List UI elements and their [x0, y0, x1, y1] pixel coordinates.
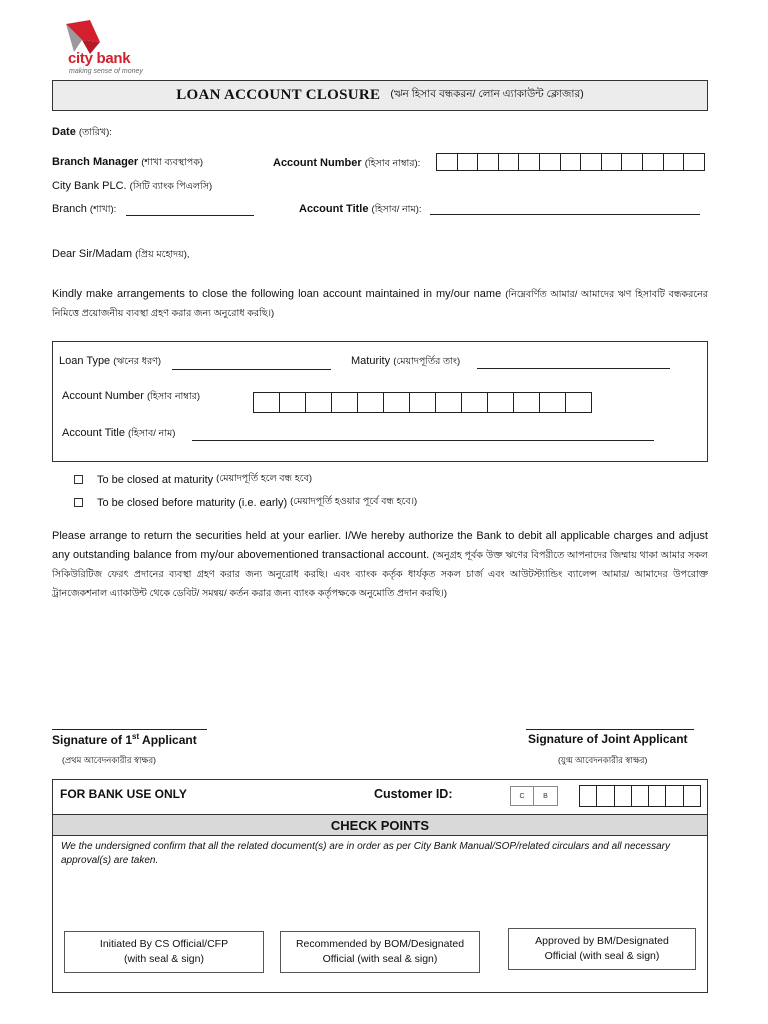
form-title: LOAN ACCOUNT CLOSURE: [176, 87, 381, 103]
loan-account-number-boxes[interactable]: [253, 392, 592, 413]
loan-account-number-label-bengali: (হিসাব নাম্বার): [147, 391, 200, 402]
customer-id-prefix-c: C: [510, 786, 534, 806]
loan-account-title-label-row: [62, 427, 175, 442]
salutation-bengali: (প্রিয় মহোদয়),: [135, 249, 190, 260]
account-title-label-bengali: (হিসাব/ নাম):: [371, 204, 422, 215]
authorization-text: Please arrange to return the securities held at your earlier. I/We hereby authorize the Bank to debit all applicable charges and adjust any outstanding balance from my/our abovementioned transactional account.: [52, 530, 708, 561]
branch-input-line[interactable]: [126, 215, 254, 216]
authorization-paragraph: [52, 527, 708, 603]
closure-option-maturity-label: To be closed at maturity: [97, 473, 214, 486]
date-label-bengali: (তারিখ):: [78, 127, 112, 138]
loan-account-number-label-row: [62, 390, 200, 405]
bank-use-box: [52, 779, 708, 993]
recommended-by-line2: Official (with seal & sign): [322, 953, 438, 965]
branch-manager-label: Branch Manager: [52, 156, 139, 168]
maturity-label: Maturity: [351, 355, 391, 367]
bank-use-heading: FOR BANK USE ONLY: [60, 787, 187, 801]
form-title-bengali: (ঋন হিসাব বন্ধকরন/ লোন এ্যাকাউন্ট ক্লোজার): [390, 88, 584, 100]
recommended-by-box[interactable]: [280, 931, 480, 973]
city-bank-logo: [52, 18, 162, 78]
approved-by-line1: Approved by BM/Designated: [535, 935, 669, 947]
joint-applicant-signature-line[interactable]: [526, 729, 694, 730]
customer-id-prefix-b: B: [534, 786, 558, 806]
account-title-input-line[interactable]: [430, 214, 700, 215]
city-bank-label-bengali: (সিটি ব্যাংক পিএলসি): [129, 181, 213, 192]
loan-account-title-label: Account Title: [62, 427, 125, 439]
closure-option-maturity[interactable]: [74, 472, 312, 487]
checkbox-icon[interactable]: [74, 498, 83, 507]
loan-account-number-label: Account Number: [62, 390, 144, 402]
loan-details-box: [52, 341, 708, 462]
loan-type-label-bengali: (ঋনের ধরণ): [113, 356, 162, 367]
city-bank-label-row: [52, 180, 212, 195]
bank-confirmation-text: We the undersigned confirm that all the related document(s) are in order as per City Bank Manual/SOP/related circulars and all necessary approval(s) are taken.: [61, 841, 671, 866]
loan-type-input-line[interactable]: [172, 369, 331, 370]
loan-type-label-row: [59, 355, 161, 370]
recommended-by-line1: Recommended by BOM/Designated: [295, 938, 465, 950]
branch-label-row: [52, 203, 116, 218]
request-paragraph: [52, 285, 708, 323]
date-field: [52, 126, 112, 141]
first-applicant-signature-label: Signature of 1st Applicant: [52, 732, 197, 747]
approved-by-line2: Official (with seal & sign): [544, 950, 660, 962]
closure-option-early[interactable]: [74, 495, 417, 510]
salutation: [52, 248, 190, 263]
loan-account-title-input-line[interactable]: [192, 440, 654, 441]
request-text-bengali: (নিম্নেবর্ণিত আমার/ আমাদের ঋণ হিসাবটি বন্ধকরনের নিমিত্তে প্রয়োজনীয় ব্যবস্থা গ্রহণ করার জন্য অনুরোধ করছি।): [52, 289, 709, 319]
initiated-by-box[interactable]: [64, 931, 264, 973]
maturity-label-bengali: (মেয়াদপূর্তির তাং): [393, 356, 461, 367]
first-applicant-signature-bengali: (প্রথম আবেদনকারীর স্বাক্ষর): [62, 755, 156, 765]
closure-option-early-label: To be closed before maturity (i.e. early): [97, 496, 288, 509]
logo-brand-text: city bank: [68, 50, 131, 67]
account-number-label-row: [273, 157, 420, 172]
city-bank-label: City Bank PLC.: [52, 180, 127, 192]
checkbox-icon[interactable]: [74, 475, 83, 484]
branch-label: Branch: [52, 203, 87, 215]
logo-tagline: making sense of money: [69, 68, 143, 75]
branch-manager-label-bengali: (শাখা ব্যবস্থাপক): [141, 157, 204, 168]
request-text: Kindly make arrangements to close the following loan account maintained in my/our name: [52, 288, 502, 300]
initiated-by-line1: Initiated By CS Official/CFP: [99, 938, 229, 950]
first-applicant-signature-line[interactable]: [52, 729, 207, 730]
account-number-label: Account Number: [273, 157, 362, 169]
branch-label-bengali: (শাখা):: [89, 204, 117, 215]
date-label: Date: [52, 126, 76, 138]
account-number-label-bengali: (হিসাব নাম্বার):: [364, 158, 421, 169]
check-points-bar: CHECK POINTS: [53, 814, 707, 836]
maturity-input-line[interactable]: [477, 368, 670, 369]
account-title-label: Account Title: [299, 203, 369, 215]
joint-applicant-signature-bengali: (যুগ্ম আবেদনকারীর স্বাক্ষর): [558, 755, 648, 765]
customer-id-boxes[interactable]: [579, 785, 701, 807]
joint-applicant-signature-label: Signature of Joint Applicant: [528, 732, 688, 746]
loan-account-title-label-bengali: (হিসাব/ নাম): [128, 428, 176, 439]
account-title-label-row: [299, 203, 422, 218]
closure-option-maturity-bengali: (মেয়াদপূর্তি হলে বন্ধ হবে): [216, 473, 312, 484]
customer-id-label: Customer ID:: [374, 787, 453, 801]
authorization-text-bengali: (অনুগ্রহ পূর্বক উক্ত ঋণের বিপরীতে আপনাদের জিম্মায় থাকা আমার সকল সিকিউরিটিজ ফেরৎ প্রদানের ব্যবস্থা গ্রহণ করার জন্য অনুরোধ করছি। এবং ব্যাংক কর্তৃক ধার্যকৃত সকল চার্জ এবং আউটস্ট্যান্ডিং ব্যালেন্স আমার/ আমাদের উপরোক্ত ট্রানজেকশনাল এ্যাকাউন্ট থেকে ডেবিট/ সমন্বয়/ কর্তন করার জন্য ব্যাংক কর্তৃপক্ষকে অনুমোতি প্রদান করছি।): [52, 550, 708, 599]
initiated-by-line2: (with seal & sign): [124, 953, 204, 965]
loan-type-label: Loan Type: [59, 355, 111, 367]
branch-manager-label-row: [52, 156, 203, 171]
salutation-text: Dear Sir/Madam: [52, 248, 133, 260]
approved-by-box[interactable]: [508, 928, 696, 970]
closure-option-early-bengali: (মেয়াদপূর্তি হওয়ার পূর্বে বন্ধ হবে।): [290, 496, 418, 507]
maturity-label-row: [351, 355, 460, 370]
account-number-boxes[interactable]: [436, 153, 705, 171]
form-title-bar: [52, 80, 708, 111]
